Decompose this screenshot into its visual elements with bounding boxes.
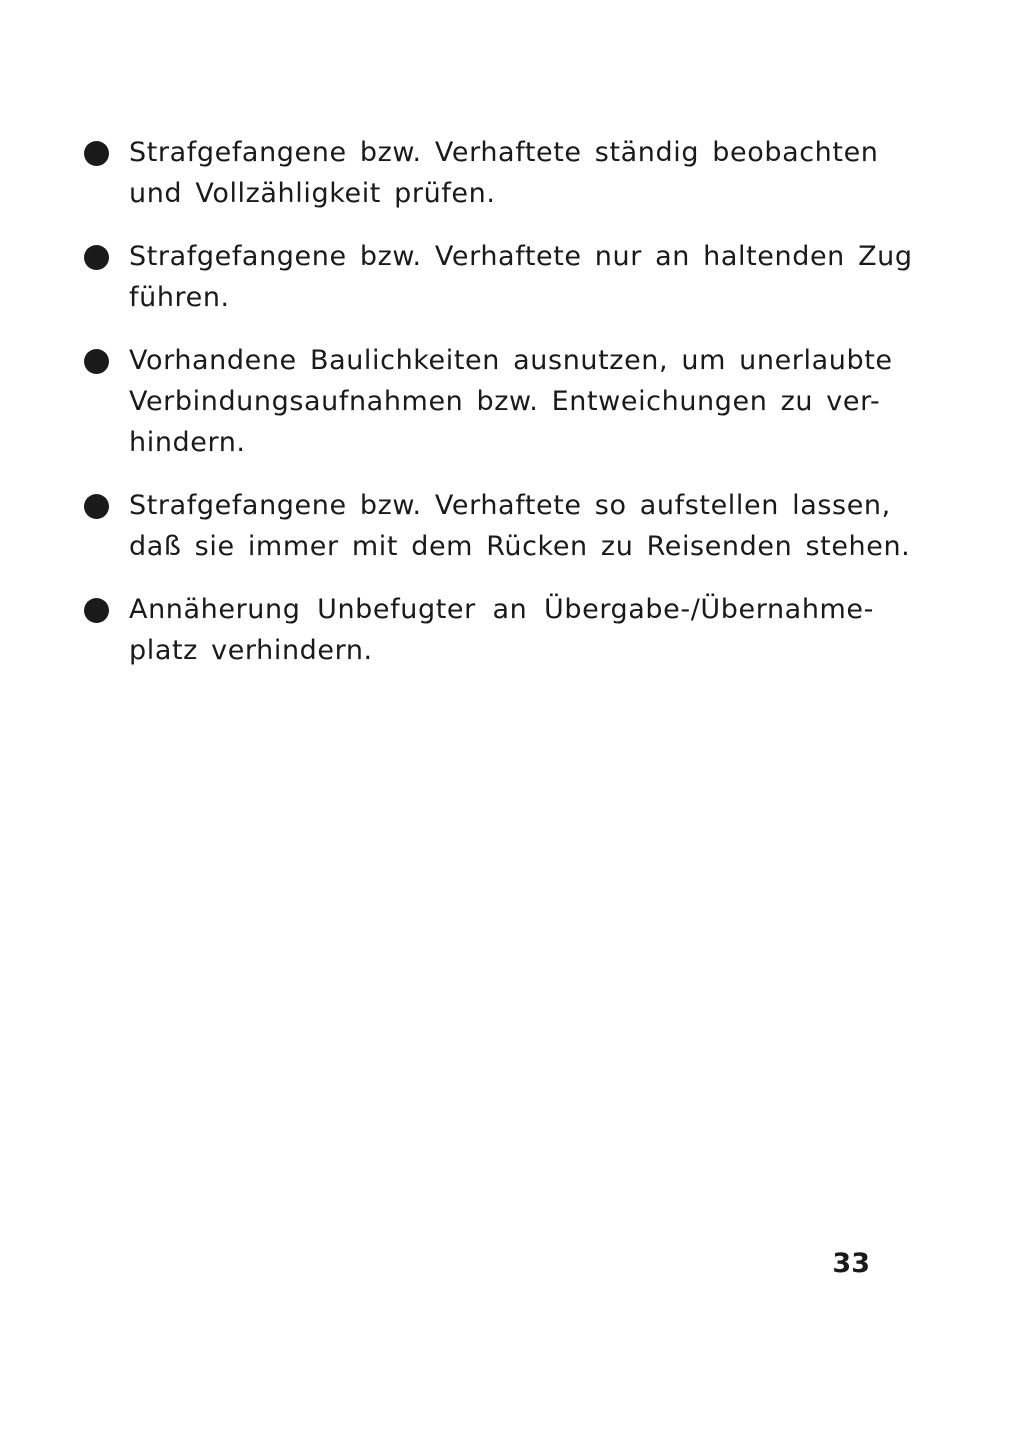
text-line: Verbindungsaufnahmen bzw. Entweichungen zu ver- bbox=[129, 386, 881, 417]
list-item bbox=[84, 485, 911, 567]
list-item bbox=[84, 132, 879, 214]
text-line: Strafgefangene bzw. Verhaftete nur an haltenden Zug bbox=[129, 241, 913, 272]
text-line: Vorhandene Baulichkeiten ausnutzen, um unerlaubte bbox=[129, 345, 893, 376]
list-item bbox=[84, 589, 874, 671]
text-line: Strafgefangene bzw. Verhaftete so aufstellen lassen, bbox=[129, 490, 891, 521]
bullet-dot-icon bbox=[84, 245, 109, 270]
instruction-list bbox=[84, 132, 913, 693]
text-line: Annäherung Unbefugter an Übergabe-/Übernahme- bbox=[129, 594, 874, 625]
page-number: 33 bbox=[832, 1248, 870, 1279]
text-line: hindern. bbox=[129, 427, 246, 458]
text-line: platz verhindern. bbox=[129, 635, 373, 666]
text-line: daß sie immer mit dem Rücken zu Reisenden stehen. bbox=[129, 531, 911, 562]
text-line: führen. bbox=[129, 282, 230, 313]
bullet-dot-icon bbox=[84, 349, 109, 374]
bullet-dot-icon bbox=[84, 141, 109, 166]
list-item bbox=[84, 340, 893, 463]
list-item bbox=[84, 236, 913, 318]
text-line: und Vollzähligkeit prüfen. bbox=[129, 178, 496, 209]
text-line: Strafgefangene bzw. Verhaftete ständig beobachten bbox=[129, 137, 879, 168]
bullet-dot-icon bbox=[84, 598, 109, 623]
bullet-dot-icon bbox=[84, 494, 109, 519]
